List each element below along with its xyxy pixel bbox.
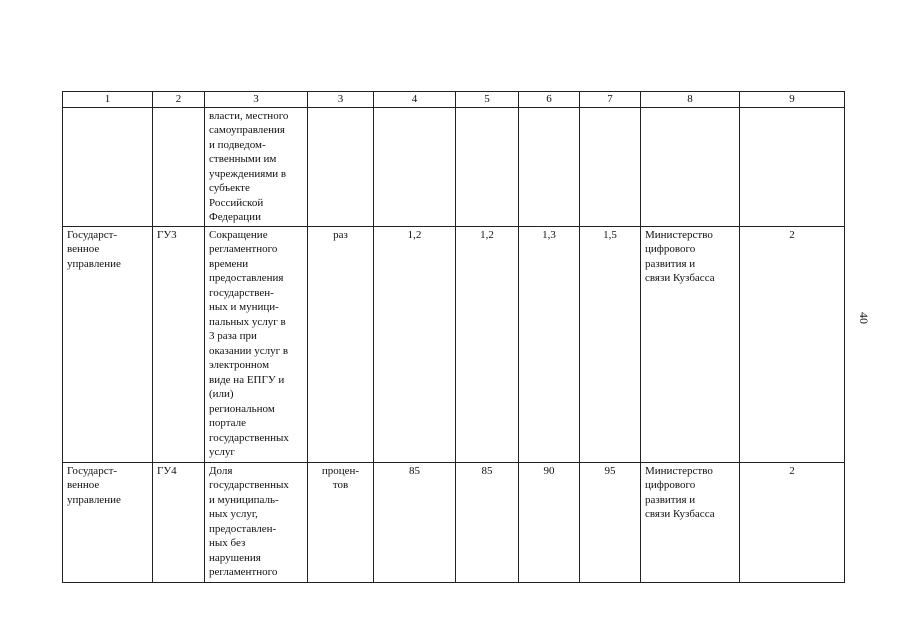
- code-cell: ГУ4: [153, 462, 205, 582]
- unit-cell: [308, 462, 374, 582]
- header-cell: 6: [519, 92, 580, 108]
- cell-line: цифрового: [645, 243, 696, 255]
- sphere-cell: [63, 462, 153, 582]
- header-cell: 2: [153, 92, 205, 108]
- cell-line: государственных: [209, 431, 289, 444]
- cell-line: ных услуг,: [209, 508, 258, 520]
- header-cell: 8: [641, 92, 740, 108]
- sphere-cell: [63, 107, 153, 226]
- col9-cell: [740, 107, 845, 226]
- value-cell: 90: [519, 462, 580, 582]
- cell-line: Министерство: [645, 464, 713, 477]
- cell-line: тов: [332, 479, 349, 491]
- cell-line: государственных: [209, 479, 289, 491]
- cell-line: Государст-: [67, 228, 118, 241]
- cell-line: и муниципаль-: [209, 493, 279, 506]
- cell-line: связи Кузбасса: [645, 508, 715, 520]
- value-cell: 95: [580, 462, 641, 582]
- cell-line: пальных услуг в: [209, 315, 286, 328]
- indicator-cell: [205, 226, 308, 462]
- value-cell: [519, 107, 580, 226]
- cell-line: Государст-: [67, 464, 118, 477]
- code-cell: [153, 107, 205, 226]
- cell-line: ных и муници-: [209, 301, 279, 313]
- value-cell: 1,5: [580, 226, 641, 462]
- value-cell: 85: [374, 462, 456, 582]
- table-row: [63, 226, 845, 462]
- cell-line: процен-: [321, 464, 360, 477]
- header-cell: 9: [740, 92, 845, 108]
- table-row: [63, 462, 845, 582]
- cell-line: учреждениями в: [209, 167, 287, 180]
- cell-line: регламентного: [209, 566, 278, 578]
- cell-line: портале: [209, 417, 247, 429]
- cell-line: самоуправления: [209, 124, 285, 136]
- value-cell: [580, 107, 641, 226]
- cell-line: цифрового: [645, 479, 696, 491]
- cell-line: Сокращение: [209, 228, 268, 241]
- cell-line: ственными им: [209, 153, 277, 165]
- value-cell: 85: [456, 462, 519, 582]
- responsible-cell: [641, 226, 740, 462]
- cell-line: субъекте: [209, 182, 250, 194]
- cell-line: Доля: [209, 464, 233, 477]
- header-cell: 3: [308, 92, 374, 108]
- indicator-cell: [205, 107, 308, 226]
- cell-line: предоставлен-: [209, 522, 277, 535]
- cell-line: государствен-: [209, 286, 274, 299]
- col9-cell: 2: [740, 462, 845, 582]
- responsible-cell: [641, 107, 740, 226]
- col9-cell: 2: [740, 226, 845, 462]
- header-cell: 1: [63, 92, 153, 108]
- value-cell: 1,3: [519, 226, 580, 462]
- cell-line: связи Кузбасса: [645, 272, 715, 284]
- cell-line: управление: [67, 257, 121, 270]
- cell-line: электронном: [209, 359, 270, 371]
- cell-line: нарушения: [209, 551, 261, 564]
- cell-line: Министерство: [645, 228, 713, 241]
- sphere-cell: [63, 226, 153, 462]
- cell-line: венное: [67, 479, 100, 491]
- cell-line: предоставления: [209, 272, 284, 284]
- value-cell: [456, 107, 519, 226]
- cell-line: развития и: [645, 493, 696, 506]
- cell-line: управление: [67, 493, 121, 506]
- cell-line: Федерации: [209, 211, 261, 223]
- cell-line: Российской: [209, 196, 264, 209]
- header-cell: 4: [374, 92, 456, 108]
- value-cell: 1,2: [456, 226, 519, 462]
- table-header-row: [63, 92, 845, 108]
- header-cell: 7: [580, 92, 641, 108]
- cell-line: и подведом-: [209, 138, 266, 151]
- unit-cell: [308, 107, 374, 226]
- cell-line: времени: [209, 257, 249, 270]
- indicators-table: [62, 91, 845, 583]
- unit-cell: [308, 226, 374, 462]
- cell-line: ных без: [209, 537, 246, 549]
- code-cell: ГУ3: [153, 226, 205, 462]
- value-cell: 1,2: [374, 226, 456, 462]
- table-row: [63, 107, 845, 226]
- cell-line: 3 раза при: [209, 330, 257, 342]
- header-cell: 5: [456, 92, 519, 108]
- cell-line: раз: [333, 228, 348, 241]
- cell-line: развития и: [645, 257, 696, 270]
- cell-line: регламентного: [209, 243, 278, 255]
- responsible-cell: [641, 462, 740, 582]
- cell-line: (или): [209, 388, 234, 400]
- cell-line: власти, местного: [209, 109, 289, 122]
- cell-line: виде на ЕПГУ и: [209, 373, 285, 386]
- table-body: [63, 107, 845, 582]
- page-number: 40: [857, 312, 871, 324]
- cell-line: венное: [67, 243, 100, 255]
- header-cell: 3: [205, 92, 308, 108]
- value-cell: [374, 107, 456, 226]
- indicator-cell: [205, 462, 308, 582]
- cell-line: региональном: [209, 402, 275, 415]
- cell-line: услуг: [209, 446, 235, 458]
- cell-line: оказании услуг в: [209, 344, 289, 357]
